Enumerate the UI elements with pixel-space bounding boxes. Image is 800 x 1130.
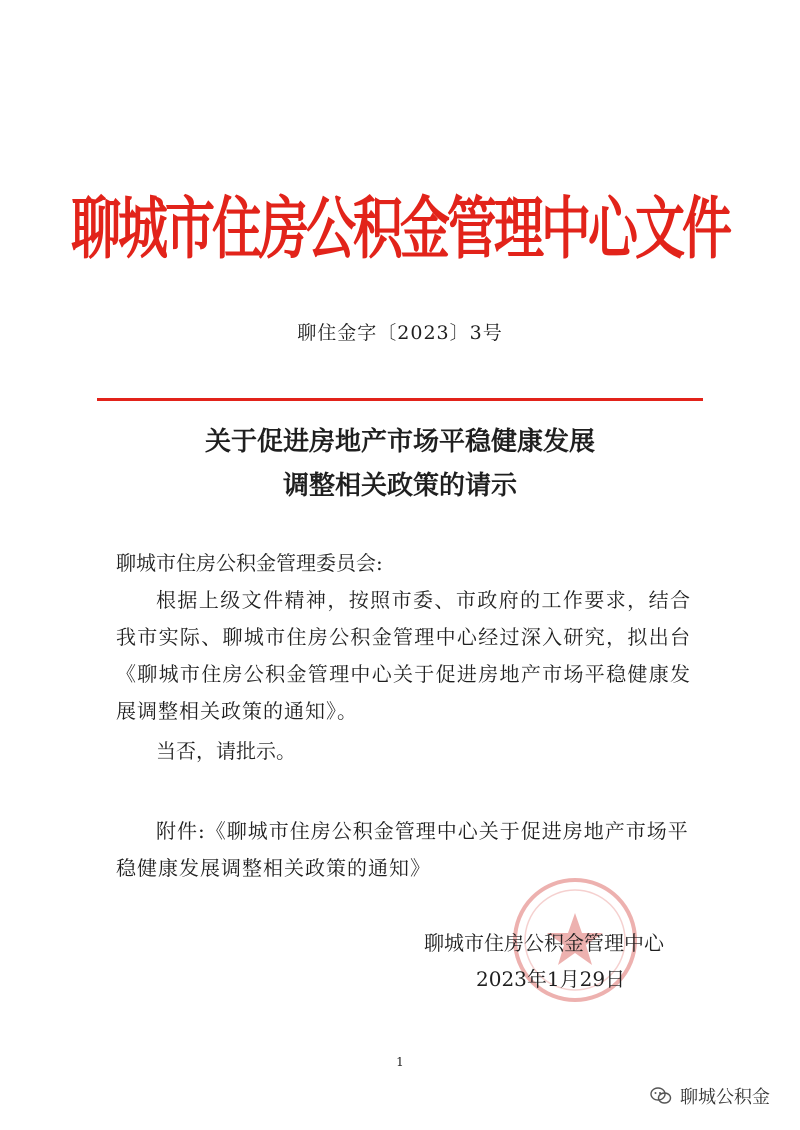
document-date: 2023年1月29日 xyxy=(476,967,626,991)
addressee: 聊城市住房公积金管理委员会: xyxy=(116,551,383,575)
watermark-text: 聊城公积金 xyxy=(680,1087,770,1108)
page-number: 1 xyxy=(396,1055,404,1069)
red-divider-line xyxy=(97,398,703,401)
title-line-1: 关于促进房地产市场平稳健康发展 xyxy=(204,427,595,457)
masthead-title: 聊城市住房公积金管理中心文件 xyxy=(71,189,729,269)
title-line-2: 调整相关政策的请示 xyxy=(282,471,517,501)
closing-line: 当否，请批示。 xyxy=(156,739,296,763)
wechat-icon xyxy=(650,1086,672,1106)
attachment-note: 附件:《聊城市住房公积金管理中心关于促进房地产市场平稳健康发展调整相关政策的通知》 xyxy=(116,819,689,880)
sender-organization: 聊城市住房公积金管理中心 xyxy=(424,931,664,955)
document-title xyxy=(0,420,800,508)
body-paragraph: 根据上级文件精神，按照市委、市政府的工作要求，结合我市实际、聊城市住房公积金管理中心经过深入研究，拟出台《聊城市住房公积金管理中心关于促进房地产市场平稳健康发展调整相关政策的通知》。 xyxy=(116,588,691,723)
document-number: 聊住金字〔2023〕3号 xyxy=(297,322,503,344)
wechat-watermark xyxy=(650,1083,770,1109)
